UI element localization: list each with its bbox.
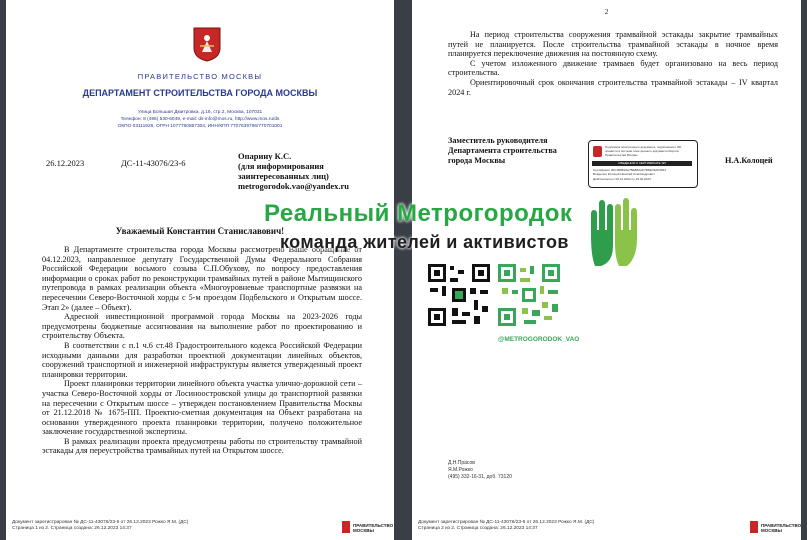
executor-info: Д.Н.Прасов Я.М.Рожко (495) 332-16-31, доб. 73120 bbox=[448, 460, 512, 480]
paragraph: В рамках реализации проекта предусмотрены работы по строительству трамвайной эстакады для переустройства трамвайных путей на Открытом шоссе. bbox=[42, 436, 362, 456]
recipient-email: metrogorodok.vao@yandex.ru bbox=[238, 181, 350, 191]
department-address: Улица Большая Дмитровка, д.16, стр.2, Москва, 107031 Телефон: 8 (495) 530-6049, e-mail: ds-info@mos.ru, http://www.mos.ru/ds ОКПО 03111926, ОГРН 1077760867304, ИНН/КПП 7707639796/770701001 bbox=[117, 110, 283, 129]
watermark-handle: @METROGORODOK_VAO bbox=[498, 336, 580, 343]
paragraph: В соответствии с п.1 ч.6 ст.48 Градостроительного кодекса Российской Федерации исходными данными для разработки проектной документации линейных объектов, сооружений транспортной и инженерной инфраструктуры является утвержденный проект планировки территории. bbox=[42, 340, 362, 379]
letter-number: ДС-11-43076/23-6 bbox=[121, 158, 186, 168]
qr-code-icon bbox=[496, 262, 562, 328]
moscow-coat-of-arms-icon bbox=[593, 146, 602, 157]
moscow-logo-icon bbox=[342, 521, 350, 533]
government-title: ПРАВИТЕЛЬСТВО МОСКВЫ bbox=[137, 72, 263, 81]
registration-footer: Документ зарегистрирован № ДС-11-43076/23-6 от 26.12.2023 Рожко Я.М. (ДС) Страница 1 из 2. Страница создана: 26.12.2023 14:37 bbox=[12, 520, 189, 531]
signer-name: Н.А.Колоцей bbox=[725, 156, 773, 165]
signature-position: Заместитель руководителя Департамента строительства города Москвы bbox=[448, 136, 557, 165]
watermark-title: Реальный Метрогородок bbox=[264, 200, 573, 227]
moscow-logo-icon bbox=[750, 521, 758, 533]
watermark-subtitle: команда жителей и активистов bbox=[280, 232, 569, 252]
paragraph: Проект планировки территории линейного объекта участка улично-дорожной сети – участка Северо-Восточной хорды от Лосиноостровской улицы до транспортной развязки на пересечении с Открытым шоссе – утвержден постановлением Правительства Москвы от 21.12.2018 № 1675-ПП. Проектно-сметная документация на Объект разработана на основании утвержденного проекта планировки территории, получено положительное заключение государственной экспертизы. bbox=[42, 379, 362, 437]
letter-page-1 bbox=[6, 0, 394, 540]
letter-body-continued bbox=[448, 30, 778, 97]
paragraph: В Департаменте строительства города Москвы рассмотрено Ваше обращение от 04.12.2023, направленное депутату Государственной Думы Федерального Собрания Российской Федерации восьмого созыва С.П.Обухову, по вопросу предоставления информации о сроках работ по реконструкции трамвайных путей в районе Мытищинского путепровода в рамках реализации объекта «Многоуровневые транспортные развязки на пересечении Северо-Восточной хорды с 5-м проездом Подбельского и Открытым шоссе. Этап 2» (далее – Объект). bbox=[42, 245, 362, 312]
paragraph: Ориентировочный срок окончания строительства трамвайной эстакады – IV квартал 2024 г. bbox=[448, 77, 778, 97]
footer-logo-text: ПРАВИТЕЛЬСТВО МОСКВЫ bbox=[353, 523, 394, 533]
department-title: ДЕПАРТАМЕНТ СТРОИТЕЛЬСТВА ГОРОДА МОСКВЫ bbox=[82, 88, 318, 98]
moscow-coat-of-arms-icon bbox=[192, 26, 222, 62]
letter-date: 26.12.2023 bbox=[46, 158, 85, 168]
page-number: 2 bbox=[604, 8, 609, 16]
electronic-signature-stamp: Подлинник электронного документа, подписанного ЭП, хранится в системе электронного документооборота Правительства Москвы СВЕДЕНИЯ О СЕРТИФИКАТЕ ЭП Сертификат 00C4B9B16A7BE8B2AD7BDE7EFF2843 Владелец Колоцей Николай Александрович Действителен с 06.12.2022 по 29.02.2024 bbox=[588, 140, 698, 188]
paragraph: Адресной инвестиционной программой города Москвы на 2023-2026 годы предусмотрены бюджетные ассигнования на выполнение работ по проектированию и строительству Объекта. bbox=[42, 312, 362, 341]
footer-logo-text: ПРАВИТЕЛЬСТВО МОСКВЫ bbox=[761, 523, 801, 533]
letter-body bbox=[42, 245, 362, 456]
qr-code-icon bbox=[426, 262, 492, 328]
paragraph: На период строительства сооружения трамвайной эстакады закрытие трамвайных путей не планируется. После строительства трамвайной эстакады в ночное время планируется переключение движения на постоянную схему. bbox=[448, 30, 778, 59]
registration-footer: Документ зарегистрирован № ДС-11-43076/23-6 от 26.12.2023 Рожко Я.М. (ДС) Страница 2 из 2. Страница создана: 26.12.2023 14:37 bbox=[418, 520, 595, 531]
raised-hands-logo-icon bbox=[585, 196, 641, 268]
greeting: Уважаемый Константин Станиславович! bbox=[115, 226, 285, 236]
paragraph: С учетом изложенного движение трамваев будет организовано на весь период строительства. bbox=[448, 58, 778, 78]
recipient-block: Опарину К.С. (для информирования заинтересованных лиц) metrogorodok.vao@yandex.ru bbox=[238, 151, 350, 191]
